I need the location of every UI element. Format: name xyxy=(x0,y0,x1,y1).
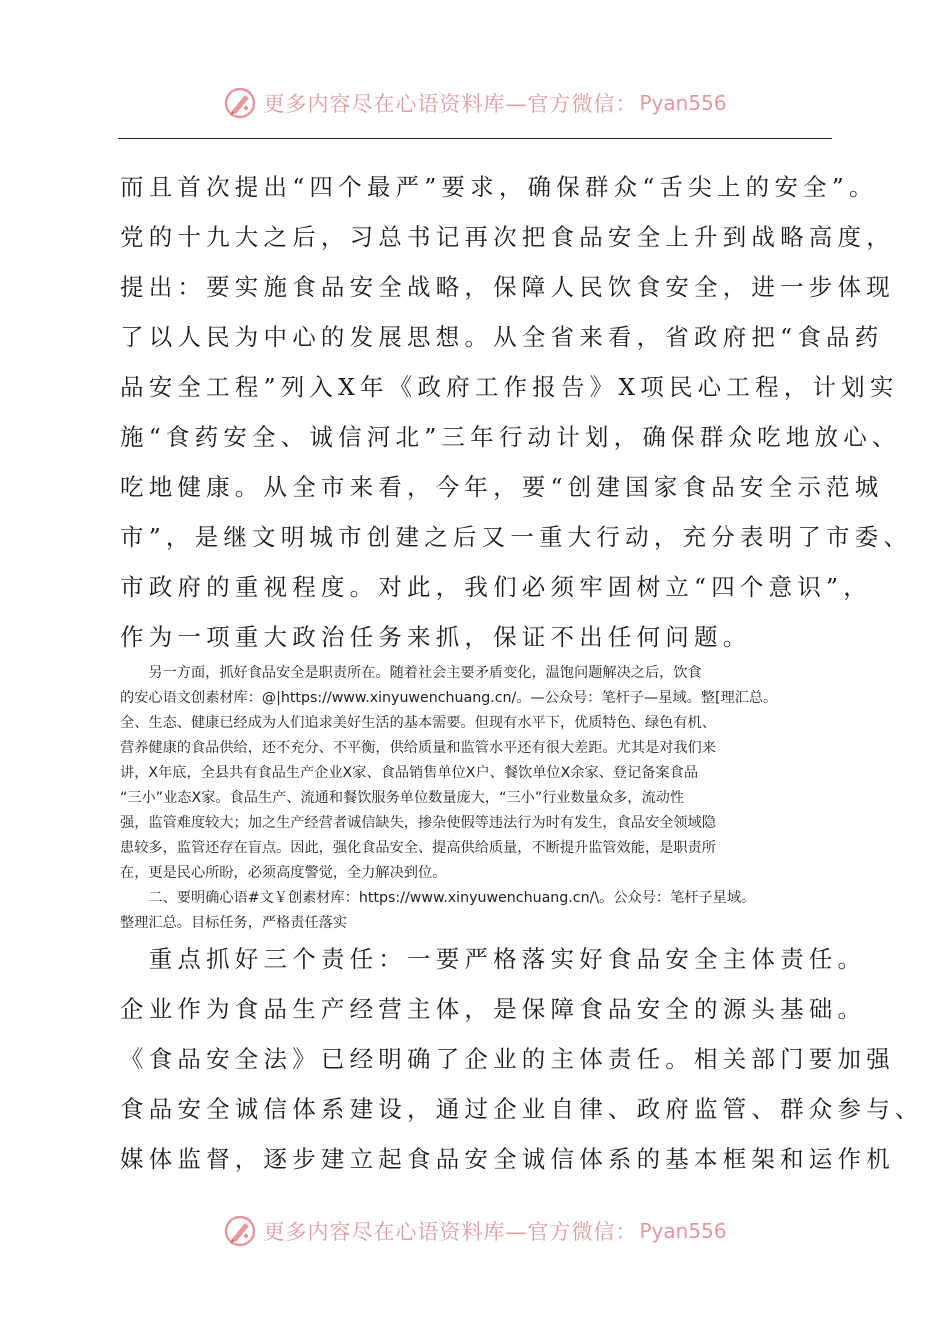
paragraph-line: 提出：要实施食品安全战略，保障人民饮食安全，进一步体现 xyxy=(120,273,895,301)
paragraph-line: 讲，X年底，全县共有食品生产企业X家、食品销售单位X户、餐饮单位X余家、登记备案食品 xyxy=(120,765,699,781)
paragraph-line: 食品安全诚信体系建设，通过企业自律、政府监管、群众参与、 xyxy=(120,1095,924,1123)
paragraph-line: 的安心语文创素材库：@|https://www.xinyuwenchuang.cn/。—公众号：笔杆子—星域。整[理汇总。 xyxy=(120,690,778,706)
paragraph-line: 患较多，监管还存在盲点。因此，强化食品安全、提高供给质量，不断提升监管效能，是职责所 xyxy=(120,840,716,856)
paragraph-line: “三小”业态X家。食品生产、流通和餐饮服务单位数量庞大，“三小”行业数量众多，流动性 xyxy=(120,790,685,806)
footer-wechat-id: Pyan556 xyxy=(639,1219,727,1243)
paragraph-line: 媒体监督，逐步建立起食品安全诚信体系的基本框架和运作机 xyxy=(120,1145,895,1173)
header-wechat-id: Pyan556 xyxy=(639,91,727,115)
pen-logo-icon xyxy=(223,1214,257,1248)
body-paragraph-3 xyxy=(120,934,924,1184)
pen-logo-icon xyxy=(223,86,257,120)
paragraph-line: 另一方面，抓好食品安全是职责所在。随着社会主要矛盾变化，温饱问题解决之后，饮食 xyxy=(120,665,702,681)
paragraph-line: 在，更是民心所盼，必须高度警觉，全力解决到位。 xyxy=(120,865,447,881)
body-paragraph-2 xyxy=(120,661,834,936)
footer-banner-text: 更多内容尽在心语资料库—官方微信： xyxy=(263,1220,638,1244)
paragraph-line: 作为一项重大政治任务来抓，保证不出任何问题。 xyxy=(120,623,752,651)
paragraph-line: 企业作为食品生产经营主体，是保障食品安全的源头基础。 xyxy=(120,995,867,1023)
paragraph-line: 重点抓好三个责任：一要严格落实好食品安全主体责任。 xyxy=(120,945,867,973)
paragraph-line: 施“食药安全、诚信河北”三年行动计划，确保群众吃地放心、 xyxy=(120,423,901,451)
header-banner-text: 更多内容尽在心语资料库—官方微信： xyxy=(263,92,638,116)
paragraph-line: 《食品安全法》已经明确了企业的主体责任。相关部门要加强 xyxy=(120,1045,895,1073)
paragraph-line: 整理汇总。目标任务，严格责任落实 xyxy=(120,915,348,931)
paragraph-line: 市”，是继文明城市创建之后又一重大行动，充分表明了市委、 xyxy=(120,523,913,551)
paragraph-line: 了以人民为中心的发展思想。从全省来看，省政府把“食品药 xyxy=(120,323,884,351)
footer-banner xyxy=(0,1206,950,1256)
paragraph-line: 品安全工程”列入X年《政府工作报告》X项民心工程，计划实 xyxy=(120,373,899,401)
header-banner xyxy=(0,78,950,128)
paragraph-line: 党的十九大之后，习总书记再次把食品安全上升到战略高度， xyxy=(120,223,895,251)
body-paragraph-1 xyxy=(120,162,913,662)
paragraph-line: 而且首次提出“四个最严”要求，确保群众“舌尖上的安全”。 xyxy=(120,173,878,201)
paragraph-line: 营养健康的食品供给，还不充分、不平衡，供给质量和监管水平还有很大差距。尤其是对我们来 xyxy=(120,740,716,756)
paragraph-line: 全、生态、健康已经成为人们追求美好生活的基本需要。但现有水平下，优质特色、绿色有机、 xyxy=(120,715,716,731)
paragraph-line: 强，监管难度较大；加之生产经营者诚信缺失，掺杂使假等违法行为时有发生，食品安全领域隐 xyxy=(120,815,716,831)
header-divider xyxy=(118,138,832,139)
paragraph-line: 吃地健康。从全市来看，今年，要“创建国家食品安全示范城 xyxy=(120,473,884,501)
paragraph-line: 市政府的重视程度。对此，我们必须牢固树立“四个意识”， xyxy=(120,573,872,601)
paragraph-line: 二、要明确心语#文￥创素材库：https://www.xinyuwenchuang.cn/\。公众号：笔杆子星域。 xyxy=(120,890,756,906)
